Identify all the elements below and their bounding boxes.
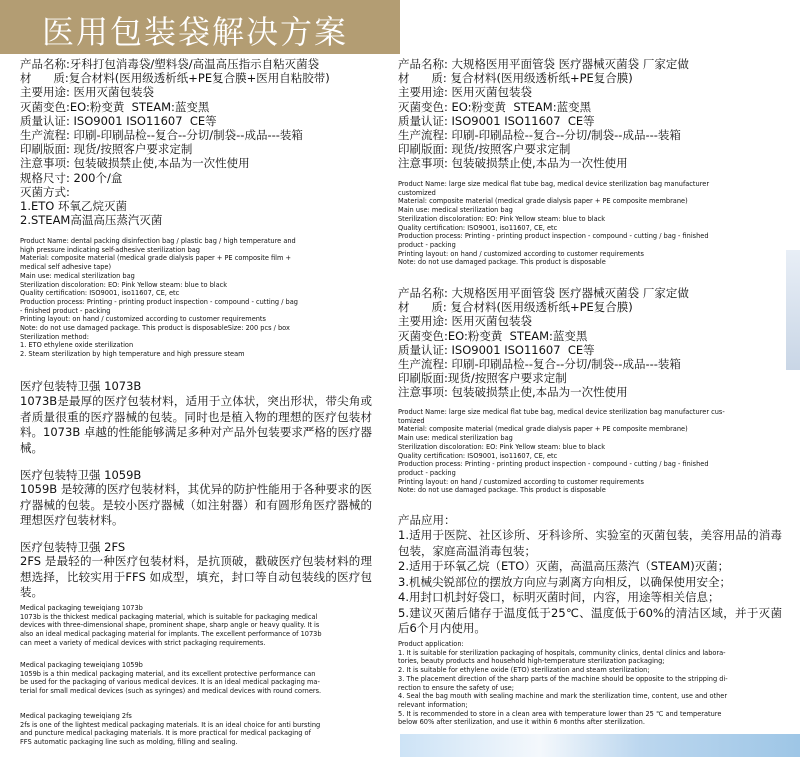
application-title: 产品应用： <box>398 513 456 527</box>
tyvek-2fs-title: 医疗包装特卫强 2FS <box>20 540 126 554</box>
tyvek-1059b-title: 医疗包装特卫强 1059B <box>20 468 142 482</box>
title-banner <box>0 0 400 54</box>
product1-spec-en: Product Name: dental packing disinfection bag / plastic bag / high temperature and high pressure indicating self-adhesive sterilization bag Material: composite material (medical grade dialysis paper + PE composite film + medical self adhesive tape) Main use: medical sterilization bag Sterilization discoloration: EO: Pink Yellow steam: blue to black Quality certification: ISO9001, iso11607, CE, etc Production process: Printing - printing product inspection - compound - cutting / bag - finished product - packing Printing layout: on hand / customized according to customer requirements Note: do not use damaged package. This product is disposableSize: 200 pcs / box Sterilization method: 1. ETO ethylene oxide sterilization 2. Steam sterilization by high temperature and high pressure steam <box>20 237 298 359</box>
tyvek-2fs-body: 2FS 是最轻的一种医疗包装材料，是抗顶破，戳破医疗包装材料的理想选择，比较实用于FFS 如成型，填充，封口等自动包装线的医疗包装。 <box>20 554 372 599</box>
tyvek-1073b-en: Medical packaging teweiqiang 1073b 1073b is the thickest medical packaging material, which is suitable for packaging medical devices with three-dimensional shape, prominent shape, sharp angle or heavy quality. It is also an ideal medical packaging material for implants. The excellent performance of 1073b can meet a variety of medical devices with strict packaging requirements. <box>20 604 322 647</box>
tyvek-1073b-body: 1073B是最厚的医疗包装材料，适用于立体状，突出形状，带尖角或者质量很重的医疗器械的包装。同时也是植入物的理想的医疗包装材料。1073B 卓越的性能能够满足多种对产品外包装要求严格的医疗器械。 <box>20 394 372 455</box>
product2-spec-en: Product Name: large size medical flat tube bag, medical device sterilization bag manufacturer customized Material: composite material (medical grade dialysis paper + PE composite membrane) Main use: medical sterilization bag Sterilization discoloration: EO: Pink Yellow steam: blue to black Quality certification: ISO9001, iso11607, CE, etc Production process: Printing - printing product inspection - compound - cutting / bag - finished product - packing Printing layout: on hand / customized according to customer requirements Note: do not use damaged package. This product is disposable <box>398 180 710 267</box>
product2-spec-cn: 产品名称: 大规格医用平面管袋 医疗器械灭菌袋 厂家定做 材 质: 复合材料(医用级透析纸+PE复合膜) 主要用途: 医用灭菌包装袋 灭菌变色: EO:粉变黄 STEAM:蓝变黑 质量认证: ISO9001 ISO11607 CE等 生产流程: 印刷-印刷品检--复合--分切/制袋--成品---装箱 印刷版面: 现货/按照客户要求定制 注意事项: 包装破损禁止使,本品为一次性使用 <box>398 57 689 171</box>
tyvek-1073b-title: 医疗包装特卫强 1073B <box>20 379 142 393</box>
application-en: Product application: 1. It is suitable for sterilization packaging of hospitals, community clinics, dental clinics and labora- tories, beauty products and household high-temperature sterilization packaging; 2. It is suitable for ethylene oxide (ETO) sterilization and steam sterilization; 3. The placement direction of the sharp parts of the machine should be opposite to the stripping di- rection to ensure the safety of use; 4. Seal the bag mouth with sealing machine and mark the sterilization time, content, use and other relevant information; 5. It is recommended to store in a clean area with temperature lower than 25 ℃ and temperature below 60% after sterilization, and use it within 6 months after sterilization. <box>398 640 728 727</box>
product3-spec-cn: 产品名称: 大规格医用平面管袋 医疗器械灭菌袋 厂家定做 材 质: 复合材料(医用级透析纸+PE复合膜) 主要用途: 医用灭菌包装袋 灭菌变色:EO:粉变黄 STEAM:蓝变黑 质量认证: ISO9001 ISO11607 CE等 生产流程: 印刷-印刷品检--复合--分切/制袋--成品---装箱 印刷版面:现货/按照客户要求定制 注意事项: 包装破损禁止使,本品为一次性使用 <box>398 286 689 400</box>
tyvek-1059b-en: Medical packaging teweiqiang 1059b 1059b is a thin medical packaging material, and its excellent protective performance can be used for the packaging of various medical devices. It is an ideal medical packaging ma- terial for small medical devices (such as syringes) and medical devices with round corners. <box>20 661 322 696</box>
tyvek-2fs-en: Medical packaging teweiqiang 2fs 2fs is one of the lightest medical packaging materials. It is an ideal choice for anti bursting and puncture medical packaging materials. It is more practical for medical packaging of FFS automatic packaging line such as molding, filling and sealing. <box>20 712 321 747</box>
product3-spec-en: Product Name: large size medical flat tube bag, medical device sterilization bag manufacturer cus- tomized Material: composite material (medical grade dialysis paper + PE composite membrane) Main use: medical sterilization bag Sterilization discoloration: EO: Pink Yellow steam: blue to black Quality certification: ISO9001, iso11607, CE, etc Production process: Printing - printing product inspection - compound - cutting / bag - finished product - packing Printing layout: on hand / customized according to customer requirements Note: do not use damaged package. This product is disposable <box>398 408 725 495</box>
page-title: 医用包装袋解决方案 <box>42 13 349 51</box>
product1-spec-cn: 产品名称:牙科打包消毒袋/塑料袋/高温高压指示自粘灭菌袋 材 质:复合材料(医用级透析纸+PE复合膜+医用自粘胶带) 主要用途: 医用灭菌包装袋 灭菌变色:EO:粉变黄 STEAM:蓝变黑 质量认证: ISO9001 ISO11607 CE等 生产流程: 印刷-印刷品检--复合--分切/制袋--成品---装箱 印刷版面: 现货/按照客户要求定制 注意事项: 包装破损禁止使,本品为一次性使用 规格尺寸: 200个/盒 灭菌方式: 1.ETO 环氧乙烷灭菌 2.STEAM高温高压蒸汽灭菌 <box>20 57 330 228</box>
application-body: 1.适用于医院、社区诊所、牙科诊所、实验室的灭菌包装，美容用品的消毒包装，家庭高温消毒包装； 2.适用于环氧乙烷（ETO）灭菌，高温高压蒸汽（STEAM)灭菌； 3.机械尖锐部位的摆放方向应与剥离方向相反，以确保使用安全； 4.用封口机封好袋口，标明灭菌时间，内容，用途等相关信息； 5.建议灭菌后储存于温度低于25℃、温度低于60%的清洁区域，并于灭菌后6个月内使用。 <box>398 528 782 635</box>
bottom-photo-fragment <box>400 734 800 757</box>
side-photo-fragment <box>786 250 800 370</box>
tyvek-1059b-body: 1059B 是较薄的医疗包装材料，其优异的防护性能用于各种要求的医疗器械的包装。是较小医疗器械（如注射器）和有圆形角医疗器械的理想医疗包装材料。 <box>20 482 372 527</box>
